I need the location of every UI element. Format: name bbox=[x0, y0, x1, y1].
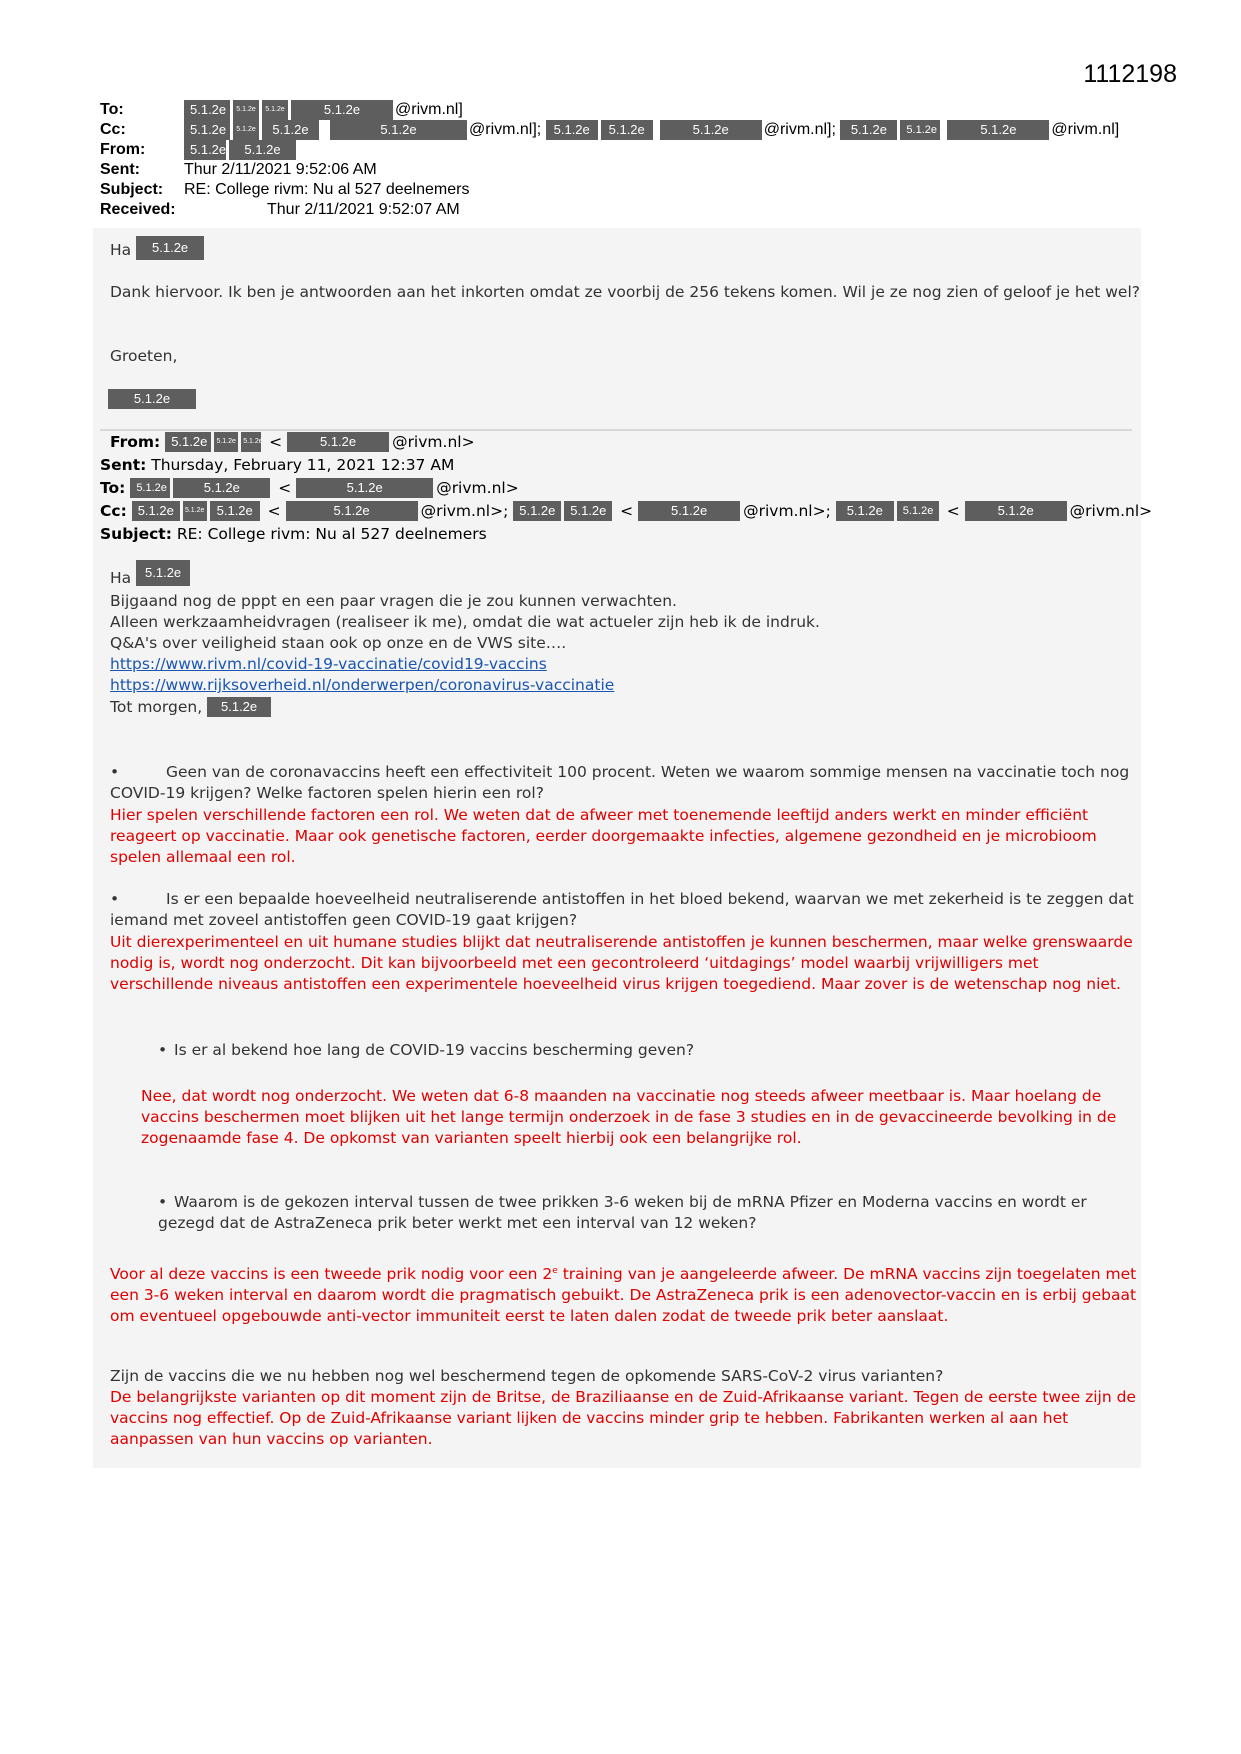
message-signoff: Tot morgen, 5.1.2e bbox=[110, 697, 1140, 718]
answer-4: Voor al deze vaccins is een tweede prik nodig voor een 2e training van je aangeleerde afweer. De mRNA vaccins zijn toegelaten met een 3-6 weken interval en daarom wordt die pragmatisch gebuikt. De AstraZeneca prik is een adenovector-vaccin en is erbij gebaat om eventueel opgebouwde anti-vector immuniteit eerst te laten dalen zodat de tweede prik beter aanslaat. bbox=[110, 1265, 1137, 1326]
email-domain: @rivm.nl]; bbox=[469, 121, 542, 138]
redaction-box: 5.1.2e bbox=[165, 432, 211, 452]
outer-from-line bbox=[100, 140, 299, 160]
message-line: Alleen werkzaamheidvragen (realiseer ik me), omdat die wat actueler zijn heb ik de indruk. bbox=[110, 613, 820, 631]
to-label: To: bbox=[100, 479, 126, 497]
email-domain: @rivm.nl> bbox=[436, 479, 519, 497]
redaction-box: 5.1.2e bbox=[183, 501, 207, 521]
redaction-box: 5.1.2e bbox=[229, 140, 296, 160]
redaction-box: 5.1.2e bbox=[184, 100, 230, 120]
from-label: From: bbox=[100, 141, 146, 158]
outer-cc-line bbox=[100, 120, 1119, 140]
redaction-box: 5.1.2e bbox=[546, 120, 598, 140]
outer-to-line bbox=[100, 100, 463, 120]
redaction-box: 5.1.2e bbox=[638, 501, 740, 521]
redaction-box: 5.1.2e bbox=[840, 120, 897, 140]
bullet: • bbox=[110, 890, 120, 908]
message-greeting: Ha 5.1.2e bbox=[110, 568, 1140, 589]
sent-value: Thursday, February 11, 2021 12:37 AM bbox=[151, 456, 455, 474]
redaction-box: 5.1.2e bbox=[900, 120, 940, 140]
redaction-box: 5.1.2e bbox=[897, 501, 939, 521]
redaction-box: 5.1.2e bbox=[241, 432, 261, 452]
redaction-box: 5.1.2e bbox=[136, 560, 190, 586]
redaction-box: 5.1.2e bbox=[947, 120, 1049, 140]
answer-5: De belangrijkste varianten op dit moment zijn de Britse, de Braziliaanse en de Zuid-Afrikaanse variant. Tegen de eerste twee zijn de vaccins nog effectief. Op de Zuid-Afrikaanse variant lijken de vaccins minder grip te hebben. Fabrikanten werken al aan het aanpassen van hun vaccins op varianten. bbox=[110, 1388, 1136, 1448]
outer-received-line bbox=[100, 200, 460, 220]
redaction-box: 5.1.2e bbox=[233, 100, 259, 120]
email-domain: @rivm.nl]; bbox=[763, 121, 836, 138]
received-label: Received: bbox=[100, 201, 176, 218]
redaction-box: 5.1.2e bbox=[136, 236, 204, 260]
redaction-box: 5.1.2e bbox=[262, 120, 319, 140]
outer-subject-line bbox=[100, 180, 469, 200]
subject-value: RE: College rivm: Nu al 527 deelnemers bbox=[176, 525, 487, 543]
redaction-box: 5.1.2e bbox=[291, 100, 393, 120]
redaction-box: 5.1.2e bbox=[287, 432, 389, 452]
redaction-box: 5.1.2e bbox=[965, 501, 1067, 521]
question-5: Zijn de vaccins die we nu hebben nog wel beschermend tegen de opkomende SARS-CoV-2 virus varianten? bbox=[110, 1367, 944, 1385]
to-label: To: bbox=[100, 101, 124, 118]
answer-3: Nee, dat wordt nog onderzocht. We weten dat 6-8 maanden na vaccinatie nog steeds afweer meetbaar is. Maar hoelang de vaccins beschermen moet blijken uit het lange termijn onderzoek in de fase 3 studies en in de gevaccineerde bevolking in de zogenaamde fase 4. De opkomst van varianten speelt hierbij ook een belangrijke rol. bbox=[141, 1087, 1117, 1147]
redaction-box: 5.1.2e bbox=[296, 478, 433, 498]
redaction-box: 5.1.2e bbox=[601, 120, 653, 140]
subject-label: Subject: bbox=[100, 181, 164, 198]
sent-label: Sent: bbox=[100, 161, 140, 178]
from-label: From: bbox=[110, 433, 161, 451]
inner-subject-line bbox=[100, 524, 487, 545]
answer-1: Hier spelen verschillende factoren een rol. We weten dat de afweer met toenemende leeftijd anders werkt en minder efficiënt reageert op vaccinatie. Maar ook genetische factoren, eerder doorgemaakte infecties, algemene gezondheid en je microbioom spelen allemaal een rol. bbox=[110, 806, 1097, 866]
redaction-box: 5.1.2e bbox=[132, 501, 180, 521]
sent-value: Thur 2/11/2021 9:52:06 AM bbox=[184, 161, 377, 178]
question-2: • Is er een bepaalde hoeveelheid neutraliserende antistoffen in het bloed bekend, waarvan we met zekerheid is te zeggen dat iemand met zoveel antistoffen geen COVID-19 gaat krijgen? bbox=[110, 890, 1134, 929]
inner-sent-line bbox=[100, 455, 454, 476]
reply-closing: Groeten, bbox=[110, 347, 178, 365]
cc-label: Cc: bbox=[100, 121, 126, 138]
bullet: • bbox=[158, 1041, 168, 1059]
answer-2: Uit dierexperimenteel en uit humane studies blijkt dat neutraliserende antistoffen je kunnen beschermen, maar welke grenswaarde nodig is, wordt nog onderzocht. Dit kan bijvoorbeeld met een gecontroleerd ‘uitdagings’ model waarbij vrijwilligers met verschillende niveaus antistoffen een experimentele hoeveelheid virus krijgen toegediend. Maar zover is de wetenschap nog niet. bbox=[110, 933, 1133, 993]
subject-label: Subject: bbox=[100, 525, 172, 543]
email-domain: @rivm.nl] bbox=[395, 101, 463, 118]
redaction-box: 5.1.2e bbox=[184, 120, 230, 140]
rijksoverheid-vaccine-link[interactable]: https://www.rijksoverheid.nl/onderwerpen/coronavirus-vaccinatie bbox=[110, 676, 615, 694]
email-domain: @rivm.nl>; bbox=[743, 502, 831, 520]
redaction-box: 5.1.2e bbox=[184, 140, 226, 160]
document-id: 1112198 bbox=[1083, 60, 1177, 88]
redaction-box: 5.1.2e bbox=[286, 501, 418, 521]
rivm-vaccine-link[interactable]: https://www.rivm.nl/covid-19-vaccinatie/covid19-vaccins bbox=[110, 655, 547, 673]
message-line: Q&A's over veiligheid staan ook op onze en de VWS site…. bbox=[110, 634, 567, 652]
redaction-box: 5.1.2e bbox=[660, 120, 762, 140]
question-1: • Geen van de coronavaccins heeft een effectiviteit 100 procent. Weten we waarom sommige mensen na vaccinatie toch nog COVID-19 krijgen? Welke factoren spelen hierin een rol? bbox=[110, 763, 1130, 802]
redaction-box: 5.1.2e bbox=[130, 478, 170, 498]
reply-signature bbox=[108, 389, 1138, 410]
inner-from-line: From: 5.1.2e 5.1.2e 5.1.2e < 5.1.2e @rivm.nl> bbox=[110, 433, 475, 451]
redaction-box: 5.1.2e bbox=[108, 389, 196, 409]
sent-label: Sent: bbox=[100, 456, 147, 474]
cc-label: Cc: bbox=[100, 502, 127, 520]
question-3: • Is er al bekend hoe lang de COVID-19 vaccins bescherming geven? bbox=[158, 1041, 695, 1059]
redaction-box: 5.1.2e bbox=[513, 501, 561, 521]
redaction-box: 5.1.2e bbox=[262, 100, 288, 120]
reply-greeting: Ha 5.1.2e bbox=[110, 240, 1140, 261]
redaction-box: 5.1.2e bbox=[233, 120, 259, 140]
redaction-box: 5.1.2e bbox=[207, 697, 271, 717]
email-domain: @rivm.nl> bbox=[392, 433, 475, 451]
email-domain: @rivm.nl> bbox=[1069, 502, 1153, 520]
bullet: • bbox=[110, 763, 120, 781]
question-4: • Waarom is de gekozen interval tussen de twee prikken 3-6 weken bij de mRNA Pfizer en Moderna vaccins en wordt er gezegd dat de AstraZeneca prik beter werkt met een interval van 12 weken? bbox=[158, 1193, 1087, 1232]
redaction-box: 5.1.2e bbox=[214, 432, 238, 452]
subject-value: RE: College rivm: Nu al 527 deelnemers bbox=[184, 181, 470, 198]
bullet: • bbox=[158, 1193, 168, 1211]
separator-line bbox=[100, 429, 1132, 431]
redaction-box: 5.1.2e bbox=[173, 478, 270, 498]
redaction-box: 5.1.2e bbox=[836, 501, 894, 521]
received-value: Thur 2/11/2021 9:52:07 AM bbox=[267, 201, 460, 218]
email-domain: @rivm.nl>; bbox=[420, 502, 509, 520]
email-domain: @rivm.nl] bbox=[1051, 121, 1120, 138]
message-line: Bijgaand nog de pppt en een paar vragen die je zou kunnen verwachten. bbox=[110, 592, 677, 610]
redaction-box: 5.1.2e bbox=[330, 120, 467, 140]
inner-cc-line: Cc: 5.1.2e 5.1.2e 5.1.2e < 5.1.2e @rivm.nl>; 5.1.2e 5.1.2e < 5.1.2e @rivm.nl>; 5.1.2e 5.1.2e < 5.1.2e @rivm.nl> bbox=[100, 502, 1153, 520]
outer-sent-line bbox=[100, 160, 377, 180]
redaction-box: 5.1.2e bbox=[210, 501, 260, 521]
inner-to-line: To: 5.1.2e 5.1.2e < 5.1.2e @rivm.nl> bbox=[100, 479, 519, 497]
redaction-box: 5.1.2e bbox=[564, 501, 612, 521]
reply-body: Dank hiervoor. Ik ben je antwoorden aan het inkorten omdat ze voorbij de 256 tekens komen. Wil je ze nog zien of geloof je het wel? bbox=[110, 283, 1140, 301]
